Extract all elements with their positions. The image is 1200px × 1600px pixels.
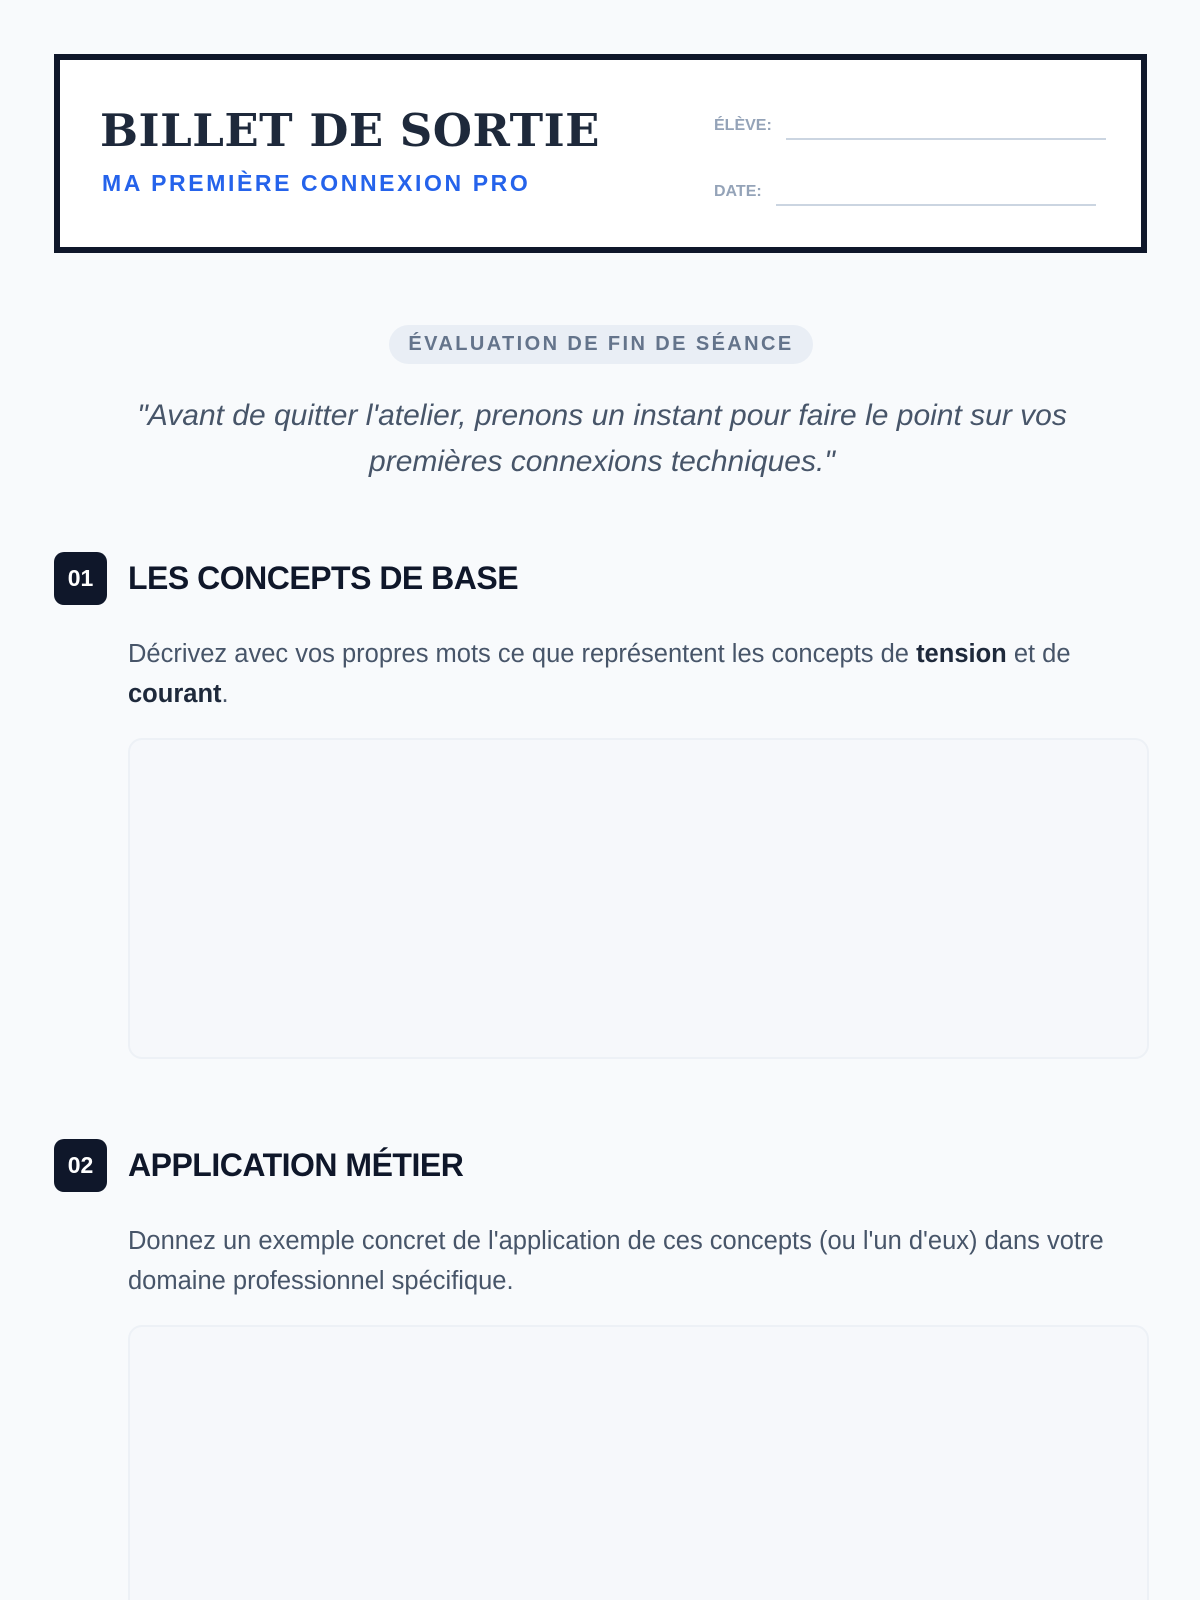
date-label: DATE: (714, 183, 762, 200)
date-field[interactable] (714, 184, 1096, 200)
section-title: LES CONCEPTS DE BASE (128, 560, 519, 596)
eleve-input-line[interactable] (786, 138, 1106, 140)
desc-bold-courant: courant (128, 680, 222, 708)
section-description (128, 634, 1148, 714)
section-number-badge: 01 (54, 552, 107, 605)
answer-textarea-1[interactable] (128, 738, 1149, 1059)
answer-textarea-2[interactable] (128, 1325, 1149, 1600)
desc-text: . (221, 680, 229, 708)
section-description: Donnez un exemple concret de l'application de ces concepts (ou l'un d'eux) dans votre domaine professionnel spécifique. (128, 1227, 1104, 1295)
section-number-badge: 02 (54, 1139, 107, 1192)
page-subtitle: MA PREMIÈRE CONNEXION PRO (102, 170, 531, 196)
desc-text: et de (1006, 640, 1071, 668)
evaluation-badge: ÉVALUATION DE FIN DE SÉANCE (389, 325, 813, 364)
eleve-field[interactable] (714, 118, 1106, 134)
page-title: BILLET DE SORTIE (100, 104, 600, 157)
intro-quote: "Avant de quitter l'atelier, prenons un instant pour faire le point sur vos premières connexions techniques." (137, 399, 1067, 478)
desc-text: Décrivez avec vos propres mots ce que représentent les concepts de (128, 640, 917, 668)
desc-bold-tension: tension (916, 640, 1007, 668)
section-title: APPLICATION MÉTIER (128, 1147, 464, 1183)
eleve-label: ÉLÈVE: (714, 117, 772, 134)
date-input-line[interactable] (776, 204, 1096, 206)
header-card (54, 54, 1147, 253)
